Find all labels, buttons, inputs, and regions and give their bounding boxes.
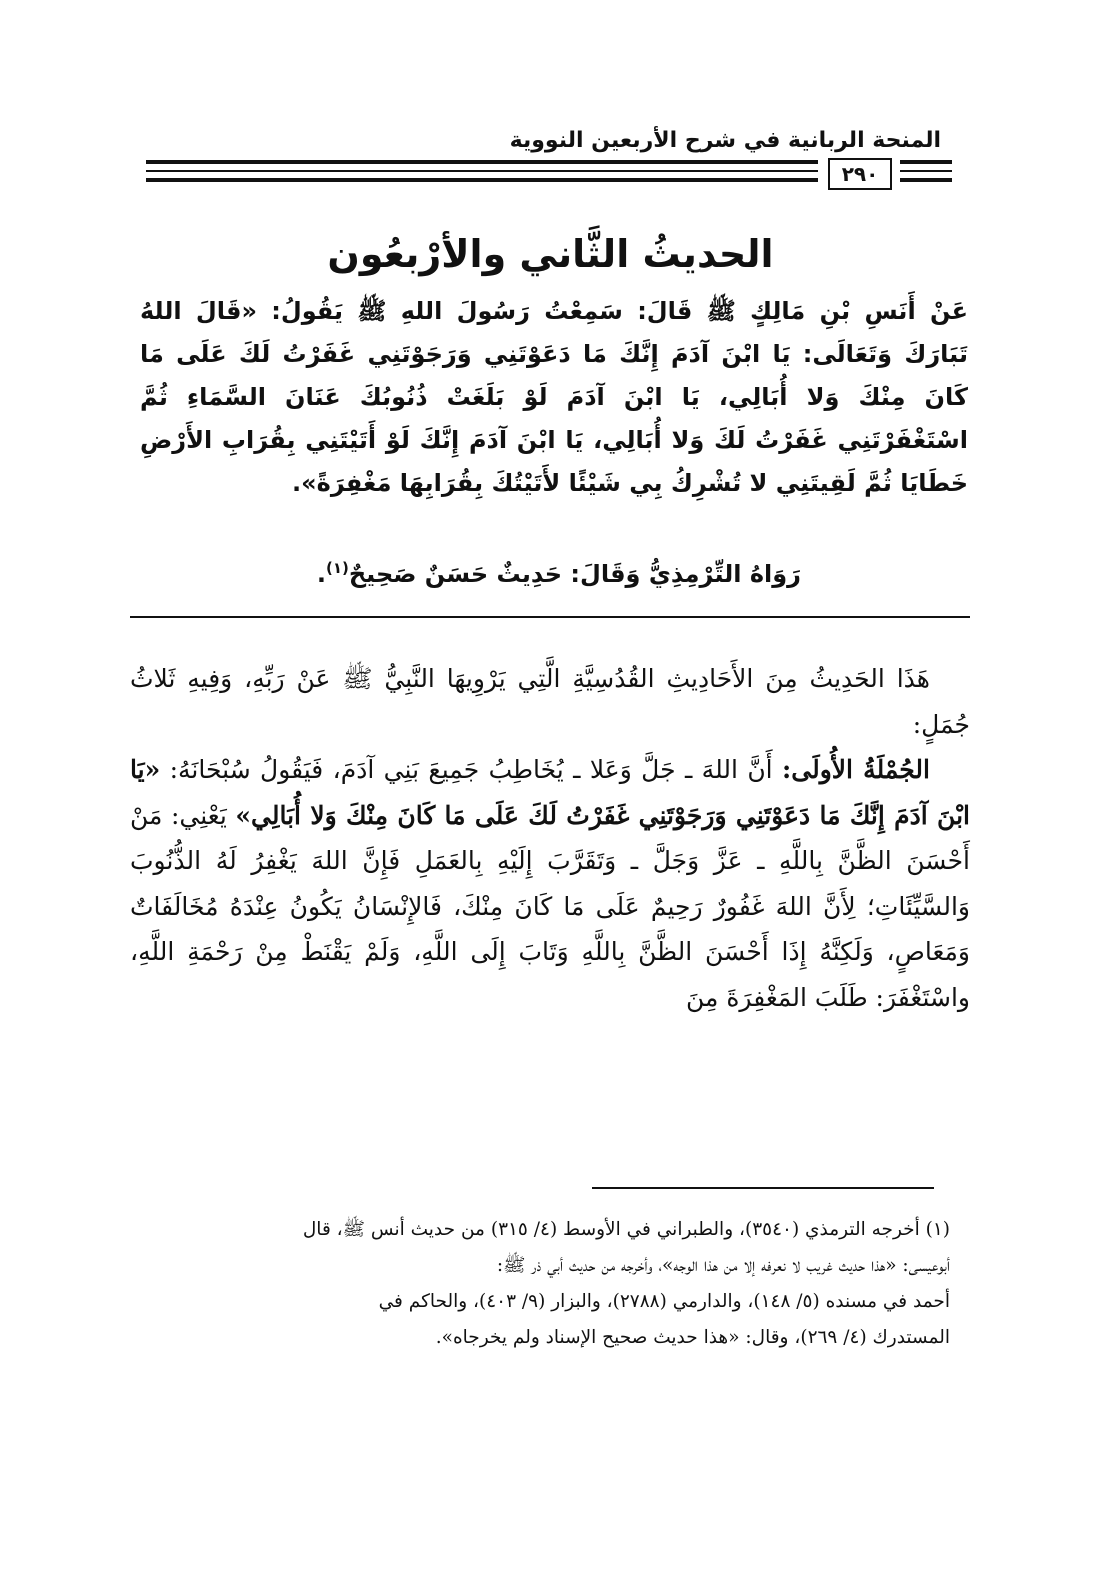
hadith-text: عَنْ أَنَسِ بْنِ مَالِكٍ ﷺ قَالَ: سَمِعْتُ رَسُولَ اللهِ ﷺ يَقُولُ: «قَالَ اللهُ تَبَارَكَ وَتَعَالَى: يَا ابْنَ آدَمَ إِنَّكَ مَا دَعَوْتَنِي وَرَجَوْتَنِي غَفَرْتُ لَكَ عَلَى مَا كَانَ مِنْكَ وَلا أُبَالِي، يَا ابْنَ آدَمَ لَوْ بَلَغَتْ ذُنُوبُكَ عَنَانَ السَّمَاءِ ثُمَّ اسْتَغْفَرْتَنِي غَفَرْتُ لَكَ وَلا أُبَالِي، يَا ابْنَ آدَمَ إِنَّكَ لَوْ أَتَيْتَنِي بِقُرَابِ الأَرْضِ خَطَايَا ثُمَّ لَقِيتَنِي لا تُشْرِكُ بِي شَيْئًا لأَتَيْتُكَ بِقُرَابِهَا مَغْفِرَةً». (140, 297, 968, 497)
first-sentence-text: أَنَّ اللهَ ـ جَلَّ وَعَلا ـ يُخَاطِبُ جَمِيعَ بَنِي آدَمَ، فَيَقُولُ سُبْحَانَهُ: (169, 755, 773, 784)
hadith-narration (317, 547, 801, 596)
commentary-paragraph-2 (130, 747, 970, 1020)
first-sentence-heading: الجُمْلَةُ الأُولَى: (782, 755, 930, 784)
running-header-title: المنحة الربانية في شرح الأربعين النووية (509, 128, 941, 153)
header-rule-bottom (146, 178, 818, 182)
footnote-marker[interactable]: (١) (325, 559, 349, 577)
footnote-rule (592, 1187, 934, 1189)
header-rule-right-bottom (900, 178, 952, 182)
footnote-line-3: أحمد في مسنده (٥/ ١٤٨)، والدارمي (٢٧٨٨)، والبزار (٩/ ٤٠٣)، والحاكم في (378, 1291, 950, 1312)
narration-period: . (316, 560, 326, 588)
header-rule-middle (146, 170, 818, 172)
narration-text: رَوَاهُ التِّرْمِذِيُّ وَقَالَ: حَدِيثٌ حَسَنٌ صَحِيحٌ (348, 560, 801, 588)
footnote-line-2: أبوعيسى: «هذا حديث غريب لا نعرفه إلا من هذا الوجه»، وأخرجه من حديث أبي ذر ﷺ: (496, 1255, 950, 1276)
header-rule-right-top (900, 160, 952, 164)
section-separator (130, 616, 970, 618)
header-rule-top (146, 160, 818, 164)
first-sentence-explanation: يَعْنِي: مَنْ أَحْسَنَ الظَّنَّ بِاللَّهِ ـ عَزَّ وَجَلَّ ـ وَتَقَرَّبَ إِلَيْهِ بِالعَمَلِ فَإِنَّ اللهَ يَغْفِرُ لَهُ الذُّنُوبَ وَالسَّيِّئَاتِ؛ لِأَنَّ اللهَ غَفُورٌ رَحِيمٌ عَلَى مَا كَانَ مِنْكَ، فَالإِنْسَانُ يَكُونُ عِنْدَهُ مُخَالَفَاتٌ وَمَعَاصٍ، وَلَكِنَّهُ إِذَا أَحْسَنَ الظَّنَّ بِاللَّهِ وَتَابَ إِلَى اللَّهِ، وَلَمْ يَقْنَطْ مِنْ رَحْمَةِ اللَّهِ، واسْتَغْفَرَ: طَلَبَ المَغْفِرَةَ مِنَ (130, 800, 970, 1012)
commentary-paragraph-1: هَذَا الحَدِيثُ مِنَ الأَحَادِيثِ القُدُسِيَّةِ الَّتِي يَرْوِيهَا النَّبِيُّ ﷺ عَنْ رَبِّهِ، وَفِيهِ ثَلاثُ جُمَلٍ: (130, 664, 970, 739)
hadith-title: الحديثُ الثَّاني والأرْبعُون (327, 232, 774, 276)
footnote-line-1: (١) أخرجه الترمذي (٣٥٤٠)، والطبراني في الأوسط (٤/ ٣١٥) من حديث أنس ﷺ، قال (302, 1219, 950, 1240)
footnote-line-4: المستدرك (٤/ ٢٦٩)، وقال: «هذا حديث صحيح الإسناد ولم يخرجاه». (435, 1327, 950, 1348)
commentary-block (130, 656, 970, 1020)
hadith-text-block (140, 290, 968, 505)
page-number: ٢٩٠ (828, 158, 892, 190)
header-rule-right-middle (900, 170, 952, 172)
footnotes-block (146, 1212, 950, 1356)
first-sentence-quote: «يَا ابْنَ آدَمَ إِنَّكَ مَا دَعَوْتَنِي وَرَجَوْتَنِي غَفَرْتُ لَكَ عَلَى مَا كَانَ مِنْكَ وَلا أُبَالِي» (130, 755, 970, 830)
